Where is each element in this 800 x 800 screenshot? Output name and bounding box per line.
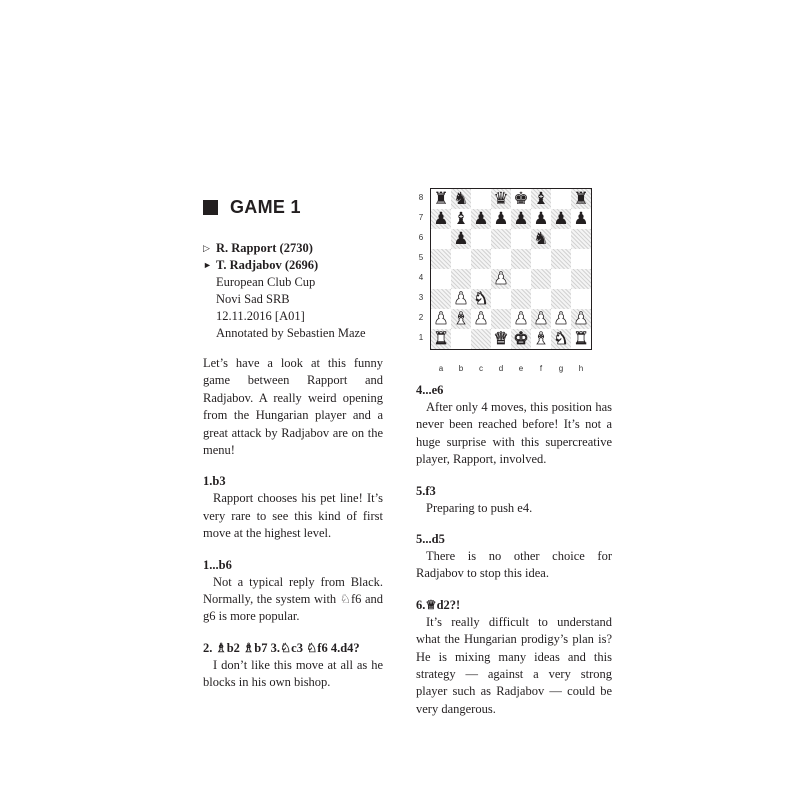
black-pawn-icon: ♟	[573, 209, 589, 229]
board-square-a2	[431, 309, 451, 329]
black-rook-icon: ♜	[433, 189, 449, 209]
black-bishop-icon: ♝	[533, 189, 549, 209]
file-label: a	[438, 364, 444, 373]
board-square-a1	[431, 329, 451, 349]
move-comment: Preparing to push e4.	[426, 500, 533, 515]
board-square-b3	[451, 289, 471, 309]
chess-board	[430, 188, 592, 350]
board-square-f4	[531, 269, 551, 289]
board-square-e3	[511, 289, 531, 309]
move-comment: Not a typical reply from Black. Normally, the system with ♘f6 and g6 is more popular.	[203, 574, 383, 624]
white-pawn-icon: ♟	[513, 309, 529, 329]
white-player: R. Rapport (2730)	[216, 241, 313, 255]
board-square-d2	[491, 309, 511, 329]
board-square-h8	[571, 189, 591, 209]
square-bullet-icon	[203, 200, 218, 215]
board-square-a7	[431, 209, 451, 229]
white-rook-icon: ♜	[433, 329, 449, 349]
board-square-e5	[511, 249, 531, 269]
black-bishop-icon: ♝	[453, 209, 469, 229]
move-heading: 5.f3	[416, 483, 436, 498]
white-bishop-icon: ♝	[453, 309, 469, 329]
file-label: g	[558, 364, 564, 373]
board-square-d6	[491, 229, 511, 249]
white-knight-icon: ♞	[473, 289, 489, 309]
white-pawn-icon: ♟	[433, 309, 449, 329]
black-rook-icon: ♜	[573, 189, 589, 209]
white-pawn-icon: ♟	[553, 309, 569, 329]
board-square-b6	[451, 229, 471, 249]
rank-label: 6	[418, 233, 424, 242]
white-rook-icon: ♜	[573, 329, 589, 349]
board-square-d4	[491, 269, 511, 289]
right-column	[416, 186, 612, 718]
file-label: h	[578, 364, 584, 373]
chess-diagram	[416, 186, 612, 376]
board-square-g8	[551, 189, 571, 209]
board-square-d7	[491, 209, 511, 229]
board-square-h5	[571, 249, 591, 269]
black-pawn-icon: ♟	[493, 209, 509, 229]
board-square-d3	[491, 289, 511, 309]
board-square-e4	[511, 269, 531, 289]
board-square-f8	[531, 189, 551, 209]
move-heading: 1...b6	[203, 557, 232, 572]
board-square-e7	[511, 209, 531, 229]
black-pawn-icon: ♟	[453, 229, 469, 249]
intro-paragraph: Let’s have a look at this funny game between Rapport and Radjabov. A really weird opening from the Hungarian player and a great attack by Radjabov are on the menu!	[203, 356, 383, 458]
file-label: f	[539, 364, 543, 373]
board-square-c4	[471, 269, 491, 289]
file-label: b	[458, 364, 464, 373]
board-square-a8	[431, 189, 451, 209]
board-square-e2	[511, 309, 531, 329]
board-square-a3	[431, 289, 451, 309]
board-square-b5	[451, 249, 471, 269]
file-label: c	[479, 364, 483, 373]
black-player-line	[203, 257, 383, 274]
board-square-d8	[491, 189, 511, 209]
board-square-e8	[511, 189, 531, 209]
black-knight-icon: ♞	[453, 189, 469, 209]
board-square-f3	[531, 289, 551, 309]
white-pawn-icon: ♟	[473, 309, 489, 329]
board-square-b2	[451, 309, 471, 329]
board-square-b8	[451, 189, 471, 209]
board-square-g7	[551, 209, 571, 229]
board-square-c8	[471, 189, 491, 209]
move-heading: 2. ♗b2 ♗b7 3.♘c3 ♘f6 4.d4?	[203, 640, 360, 655]
board-square-c2	[471, 309, 491, 329]
rank-label: 5	[418, 253, 424, 262]
rank-label: 4	[418, 273, 424, 282]
board-square-a6	[431, 229, 451, 249]
board-square-f1	[531, 329, 551, 349]
board-square-g2	[551, 309, 571, 329]
board-square-g1	[551, 329, 571, 349]
black-pawn-icon: ♟	[533, 209, 549, 229]
board-square-e1	[511, 329, 531, 349]
board-square-c6	[471, 229, 491, 249]
board-square-d1	[491, 329, 511, 349]
white-queen-icon: ♛	[493, 329, 509, 349]
board-square-h1	[571, 329, 591, 349]
board-square-f7	[531, 209, 551, 229]
file-label: e	[518, 364, 524, 373]
board-square-b7	[451, 209, 471, 229]
annotator: Annotated by Sebastien Maze	[216, 326, 366, 340]
board-square-h4	[571, 269, 591, 289]
black-pawn-icon: ♟	[473, 209, 489, 229]
board-square-c5	[471, 249, 491, 269]
file-label: d	[498, 364, 504, 373]
white-knight-icon: ♞	[553, 329, 569, 349]
move-comment: It’s really difficult to understand what the Hungarian prodigy’s plan is? He is mixing many ideas and this strategy — against a very strong player such as Radjabov — could be very dangerous.	[416, 614, 612, 716]
board-square-c1	[471, 329, 491, 349]
white-pawn-icon: ♟	[453, 289, 469, 309]
move-heading: 6.♕d2?!	[416, 597, 461, 612]
black-queen-icon: ♛	[493, 189, 509, 209]
board-square-h2	[571, 309, 591, 329]
white-bishop-icon: ♝	[533, 329, 549, 349]
rank-label: 7	[418, 213, 424, 222]
event-name: European Club Cup	[216, 275, 316, 289]
white-triangle-icon: ▷	[203, 243, 210, 253]
white-king-icon: ♚	[513, 329, 529, 349]
board-square-g4	[551, 269, 571, 289]
board-square-g3	[551, 289, 571, 309]
black-knight-icon: ♞	[533, 229, 549, 249]
board-square-g6	[551, 229, 571, 249]
move-comment: After only 4 moves, this position has never been reached before! It’s not a huge surprise with this supercreative player, Rapport, involved.	[416, 400, 612, 467]
board-square-a4	[431, 269, 451, 289]
board-square-b1	[451, 329, 471, 349]
board-square-c7	[471, 209, 491, 229]
move-heading: 1.b3	[203, 474, 226, 489]
move-heading: 4...e6	[416, 383, 444, 397]
move-comment: There is no other choice for Radjabov to stop this idea.	[416, 549, 612, 581]
white-player-line	[203, 240, 383, 257]
black-pawn-icon: ♟	[433, 209, 449, 229]
event-site: Novi Sad SRB	[216, 292, 290, 306]
event-date-eco: 12.11.2016 [A01]	[216, 309, 305, 323]
board-square-g5	[551, 249, 571, 269]
rank-label: 8	[418, 193, 424, 202]
board-square-b4	[451, 269, 471, 289]
board-square-a5	[431, 249, 451, 269]
game-header	[203, 240, 383, 342]
black-pawn-icon: ♟	[513, 209, 529, 229]
move-heading: 5...d5	[416, 532, 445, 547]
white-pawn-icon: ♟	[493, 269, 509, 289]
board-square-d5	[491, 249, 511, 269]
black-pawn-icon: ♟	[553, 209, 569, 229]
black-player: T. Radjabov (2696)	[216, 258, 319, 272]
black-king-icon: ♚	[513, 189, 529, 209]
game-heading	[203, 196, 383, 218]
rank-label: 2	[418, 313, 424, 322]
black-triangle-icon: ►	[203, 260, 212, 270]
rank-label: 3	[418, 293, 424, 302]
left-column	[203, 196, 383, 692]
move-comment: I don’t like this move at all as he blocks in his own bishop.	[203, 657, 383, 690]
board-square-f5	[531, 249, 551, 269]
board-square-f6	[531, 229, 551, 249]
rank-label: 1	[418, 333, 424, 342]
white-pawn-icon: ♟	[533, 309, 549, 329]
game-title: GAME 1	[230, 196, 301, 217]
white-pawn-icon: ♟	[573, 309, 589, 329]
board-square-f2	[531, 309, 551, 329]
board-square-h7	[571, 209, 591, 229]
board-square-e6	[511, 229, 531, 249]
move-comment: Rapport chooses his pet line! It’s very rare to see this kind of first move at the highest level.	[203, 491, 383, 541]
board-square-h6	[571, 229, 591, 249]
board-square-h3	[571, 289, 591, 309]
board-square-c3	[471, 289, 491, 309]
